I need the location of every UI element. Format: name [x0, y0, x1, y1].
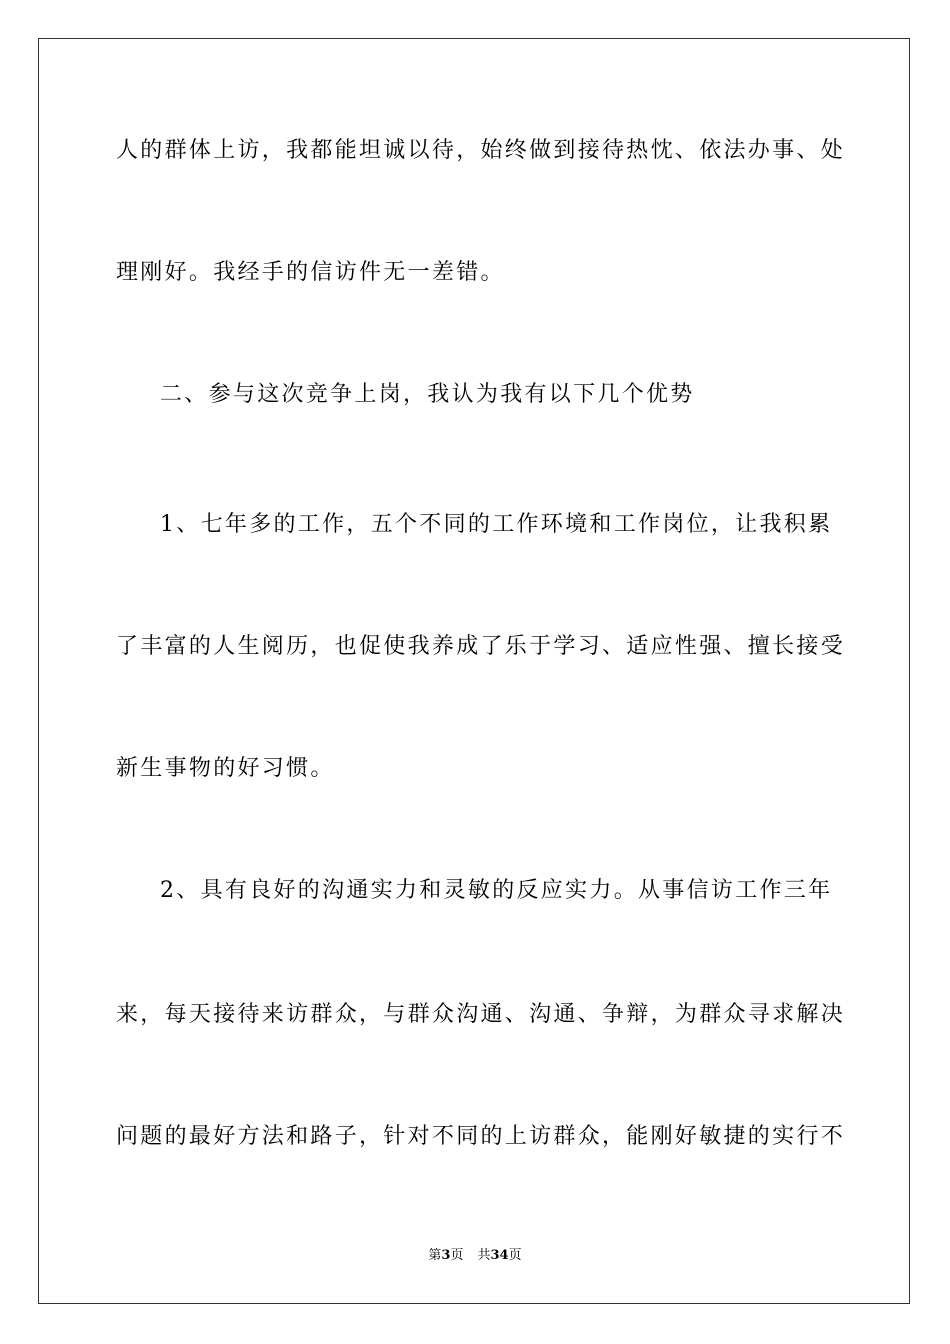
page-suffix: 页 [450, 1248, 464, 1263]
text-line: 新生事物的好习惯。 [116, 756, 335, 781]
total-pages: 34 [490, 1248, 509, 1263]
total-suffix: 页 [508, 1248, 522, 1263]
text-line: 来，每天接待来访群众，与群众沟通、沟通、争辩，为群众寻求解决 [116, 1002, 846, 1027]
text-line: 了丰富的人生阅历，也促使我养成了乐于学习、适应性强、擅长接受 [116, 634, 846, 659]
page-prefix: 第 [428, 1248, 442, 1263]
page-footer [0, 1248, 950, 1264]
text-line: 理刚好。我经手的信访件无一差错。 [116, 260, 505, 285]
text-line: 人的群体上访，我都能坦诚以待，始终做到接待热忱、依法办事、处 [116, 138, 846, 163]
section-heading: 二、参与这次竞争上岗，我认为我有以下几个优势 [160, 382, 695, 407]
text-line: 问题的最好方法和路子，针对不同的上访群众，能刚好敏捷的实行不 [116, 1124, 846, 1149]
page-border [38, 38, 910, 1304]
text-line: 2、具有良好的沟通实力和灵敏的反应实力。从事信访工作三年 [160, 878, 833, 903]
text-line: 1、七年多的工作，五个不同的工作环境和工作岗位，让我积累 [160, 512, 833, 537]
page-number: 3 [441, 1248, 451, 1263]
total-prefix: 共 [477, 1248, 491, 1263]
